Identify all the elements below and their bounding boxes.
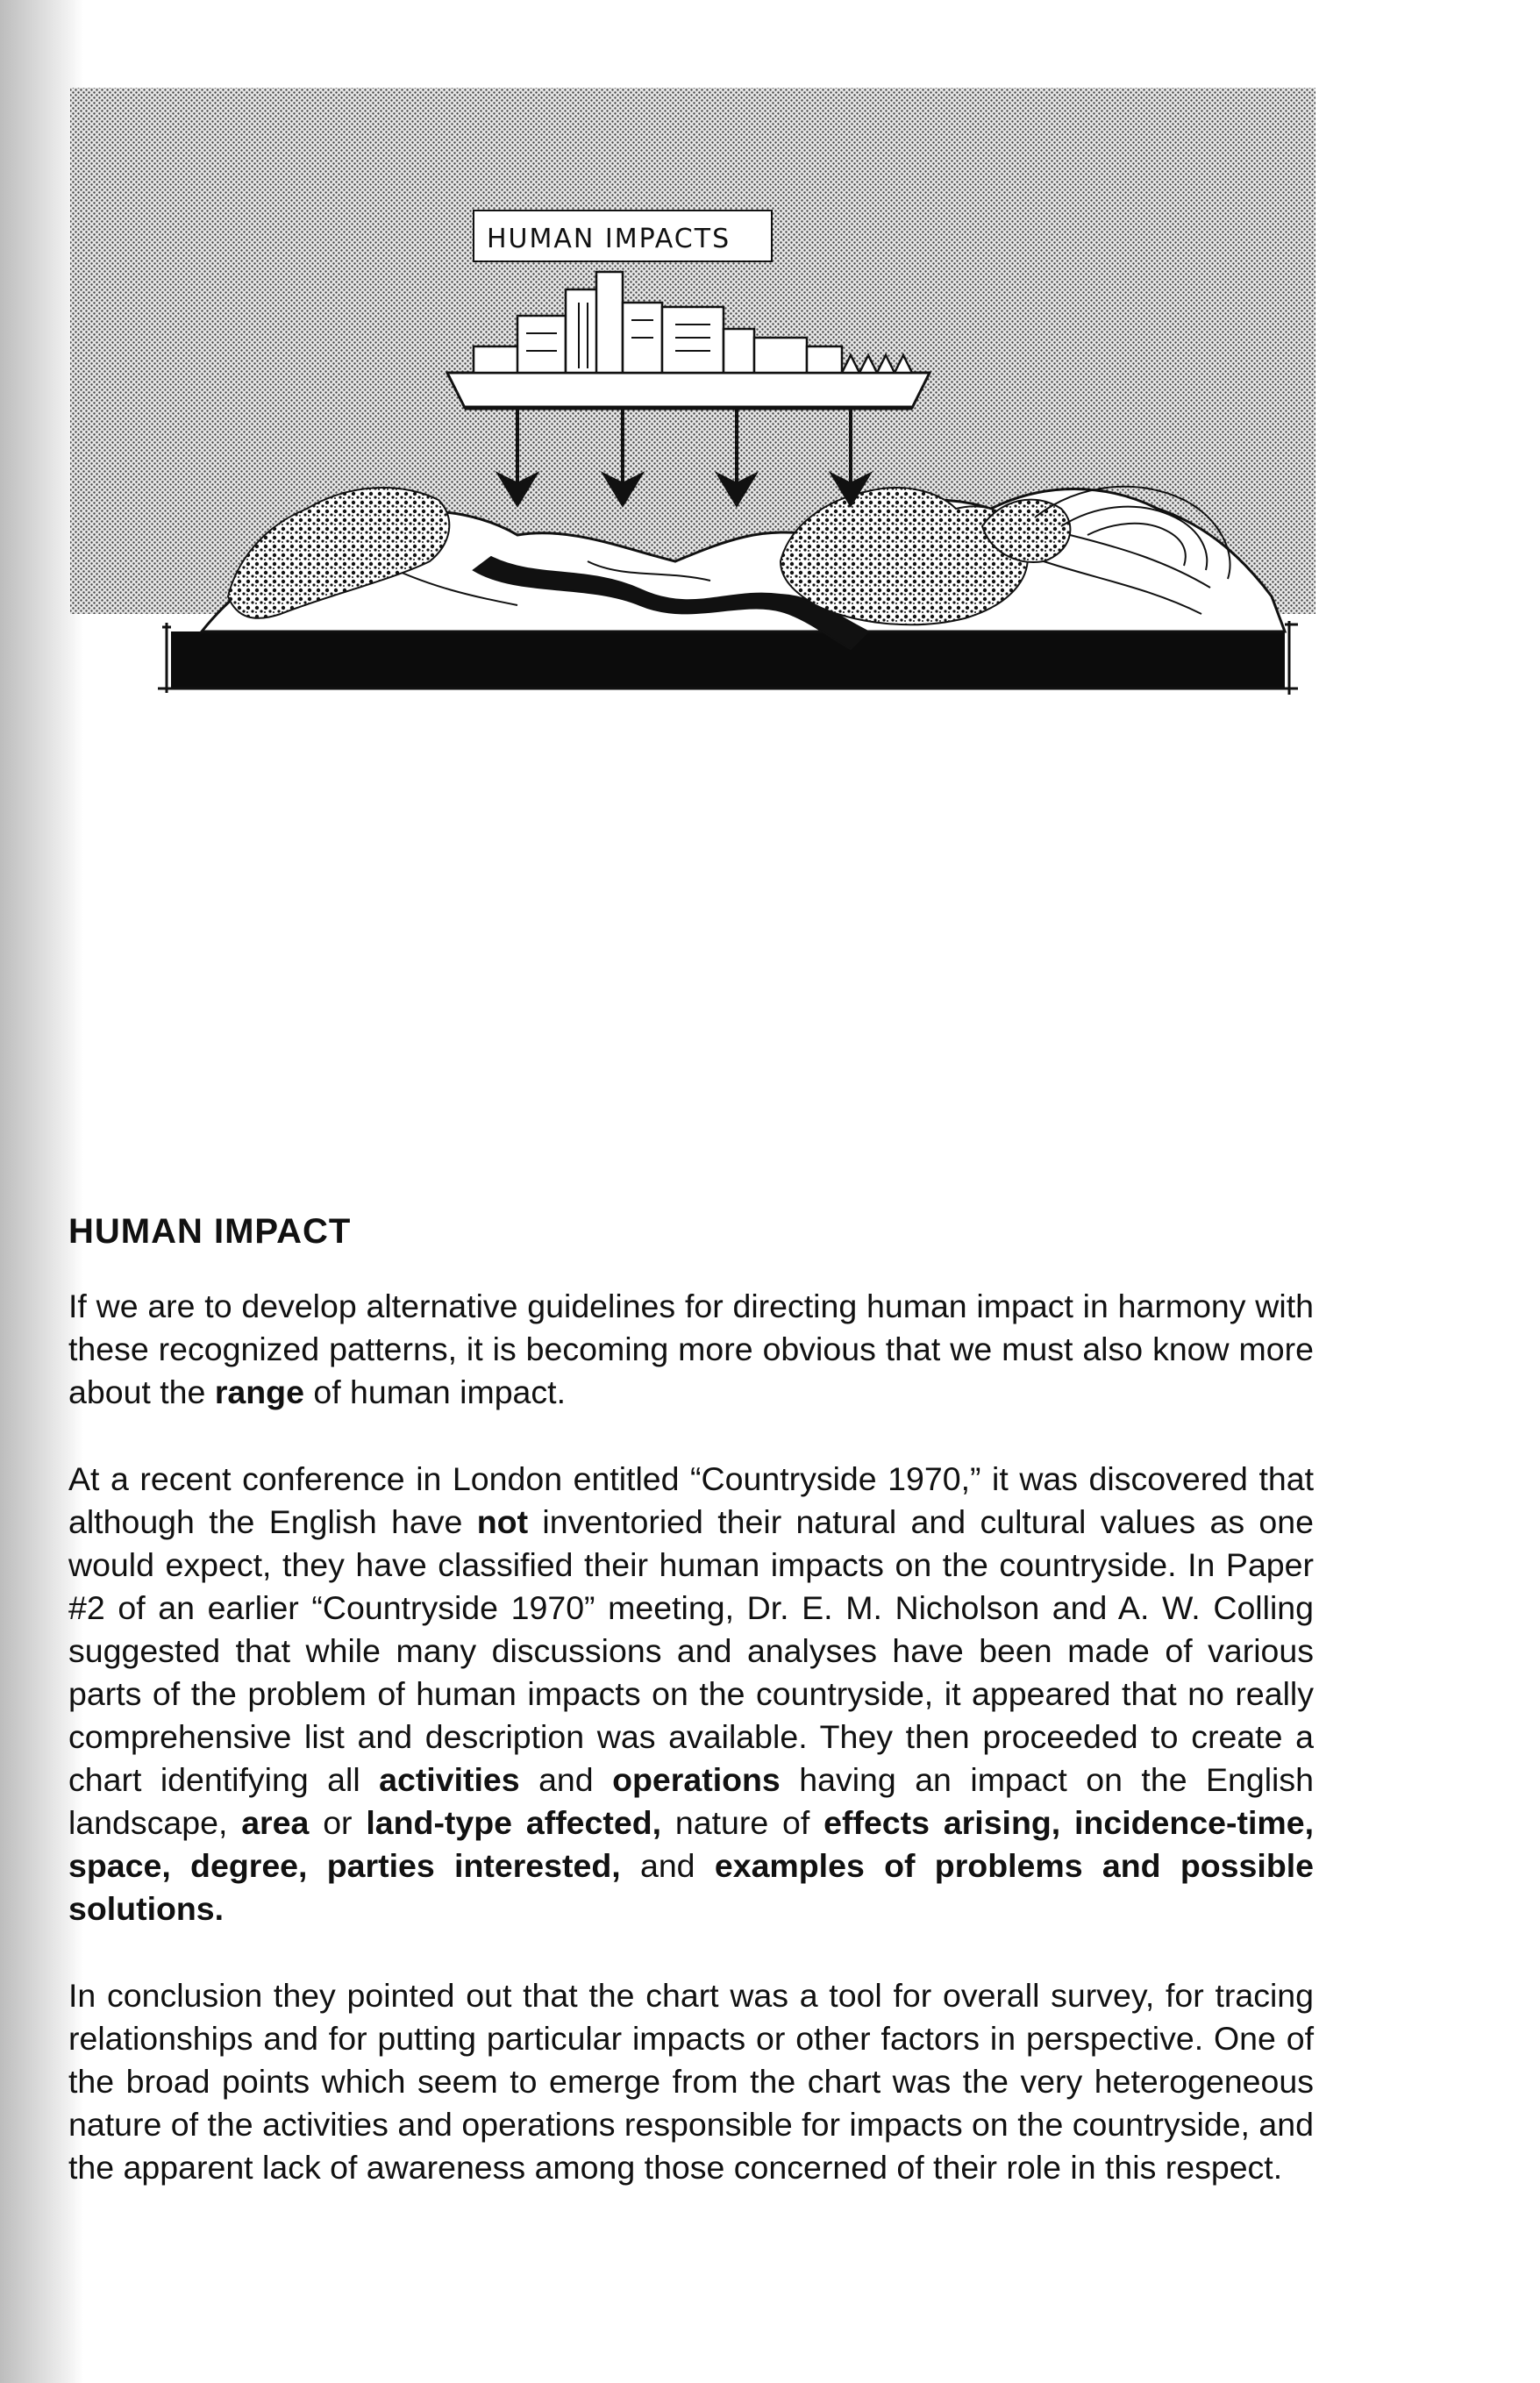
emphasis-operations: operations bbox=[612, 1761, 781, 1798]
text-segment: of human impact. bbox=[303, 1373, 566, 1410]
paragraph-2 bbox=[68, 1458, 1314, 1930]
human-impacts-illustration bbox=[61, 70, 1324, 719]
text-segment: If we are to develop alternative guidelines for directing human impact in harmony with these recognized patterns, it is becoming more obvious that we must also know more about the bbox=[68, 1288, 1314, 1410]
text-segment: and bbox=[620, 1847, 715, 1884]
text-segment: inventoried their natural and cultural values as one would expect, they have classified their human impacts on the countryside. In Paper #2 of an earlier “Countryside 1970” meeting, Dr. E. M. Nicholson and A. W. Colling suggested that while many discussions and analyses have been made of various parts of the problem of human impacts on the countryside, it appeared that no really comprehensive list and description was available. They then proceeded to create a chart identifying all bbox=[68, 1503, 1314, 1798]
emphasis-activities: activities bbox=[379, 1761, 520, 1798]
text-segment: In conclusion they pointed out that the chart was a tool for overall survey, for tracing relationships and for putting particular impacts or other factors in perspective. One of the broad points which seem to emerge from the chart was the very heterogeneous nature of the activities and operations responsible for impacts on the countryside, and the apparent lack of awareness among those concerned of their role in this respect. bbox=[68, 1977, 1314, 2186]
emphasis-range: range bbox=[214, 1373, 304, 1410]
paragraph-1 bbox=[68, 1285, 1314, 1414]
emphasis-effects: effects arising, incidence-time, space, degree, parties interested, bbox=[68, 1804, 1315, 1884]
paragraph-3 bbox=[68, 1974, 1314, 2189]
article-body bbox=[68, 1285, 1314, 2233]
text-segment: having an impact on the English landscape, bbox=[68, 1761, 1314, 1841]
soil-cross-section bbox=[171, 631, 1285, 689]
text-segment: At a recent conference in London entitled “Countryside 1970,” it was discovered that although the English have bbox=[68, 1460, 1314, 1540]
text-segment: and bbox=[519, 1761, 613, 1798]
illustration-label: HUMAN IMPACTS bbox=[487, 224, 731, 254]
emphasis-examples: examples of problems and possible solutions. bbox=[68, 1847, 1314, 1927]
emphasis-not: not bbox=[476, 1503, 529, 1540]
text-segment: or bbox=[309, 1804, 367, 1841]
section-heading: HUMAN IMPACT bbox=[68, 1212, 352, 1251]
city-platform bbox=[447, 373, 930, 408]
emphasis-land-type: land-type affected, bbox=[366, 1804, 662, 1841]
text-segment: nature of bbox=[661, 1804, 824, 1841]
emphasis-area: area bbox=[241, 1804, 310, 1841]
